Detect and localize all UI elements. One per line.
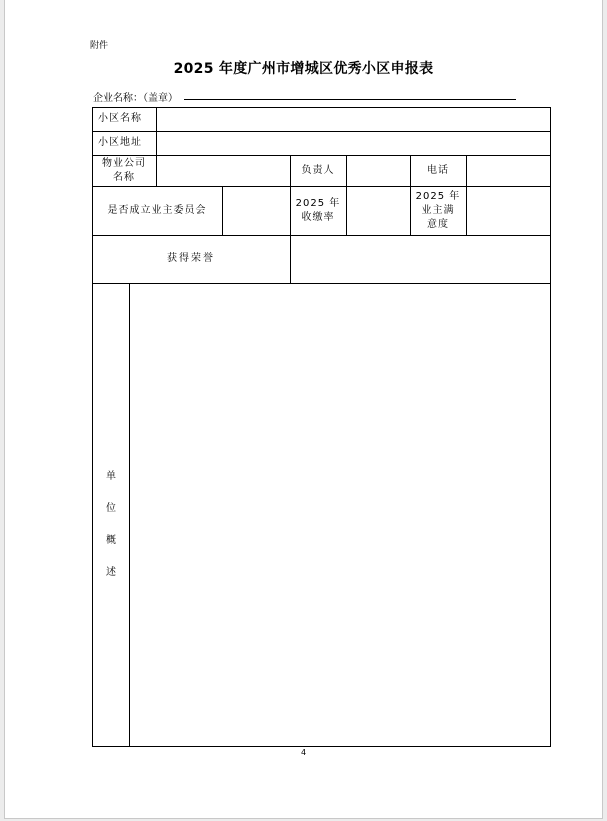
overview-char: 单: [106, 471, 116, 482]
attachment-label: 附件: [90, 41, 109, 51]
person-in-charge-input[interactable]: [347, 156, 410, 186]
honors-label: 获得荣誉: [167, 253, 215, 264]
community-address-input[interactable]: [157, 132, 550, 155]
property-company-input[interactable]: [157, 156, 290, 186]
person-in-charge-label: 负责人: [301, 164, 335, 176]
community-name-label: 小区名称: [98, 113, 142, 124]
collection-rate-input[interactable]: [347, 187, 410, 235]
owner-satisfaction-label: 2025 年 业主满 意度: [415, 190, 461, 230]
page-title: 2025 年度广州市增城区优秀小区申报表: [173, 61, 434, 77]
collection-rate-label: 2025 年 收缴率: [295, 197, 341, 223]
community-name-input[interactable]: [157, 108, 550, 131]
phone-label: 电话: [427, 164, 449, 176]
owner-satisfaction-input[interactable]: [467, 187, 550, 235]
owners-committee-input[interactable]: [223, 187, 290, 235]
property-company-label: 物业公司 名称: [102, 157, 146, 183]
phone-input[interactable]: [467, 156, 550, 186]
community-address-label: 小区地址: [98, 137, 142, 148]
honors-input[interactable]: [291, 236, 550, 283]
overview-char: 概: [106, 535, 116, 546]
overview-input[interactable]: [130, 284, 550, 746]
page-number: 4: [300, 748, 307, 757]
org-name-input-line[interactable]: [184, 99, 516, 100]
org-name-label: 企业名称：（盖章）: [93, 93, 178, 104]
overview-char: 述: [106, 567, 116, 578]
overview-char: 位: [106, 503, 116, 514]
owners-committee-label: 是否成立业主委员会: [107, 204, 207, 216]
